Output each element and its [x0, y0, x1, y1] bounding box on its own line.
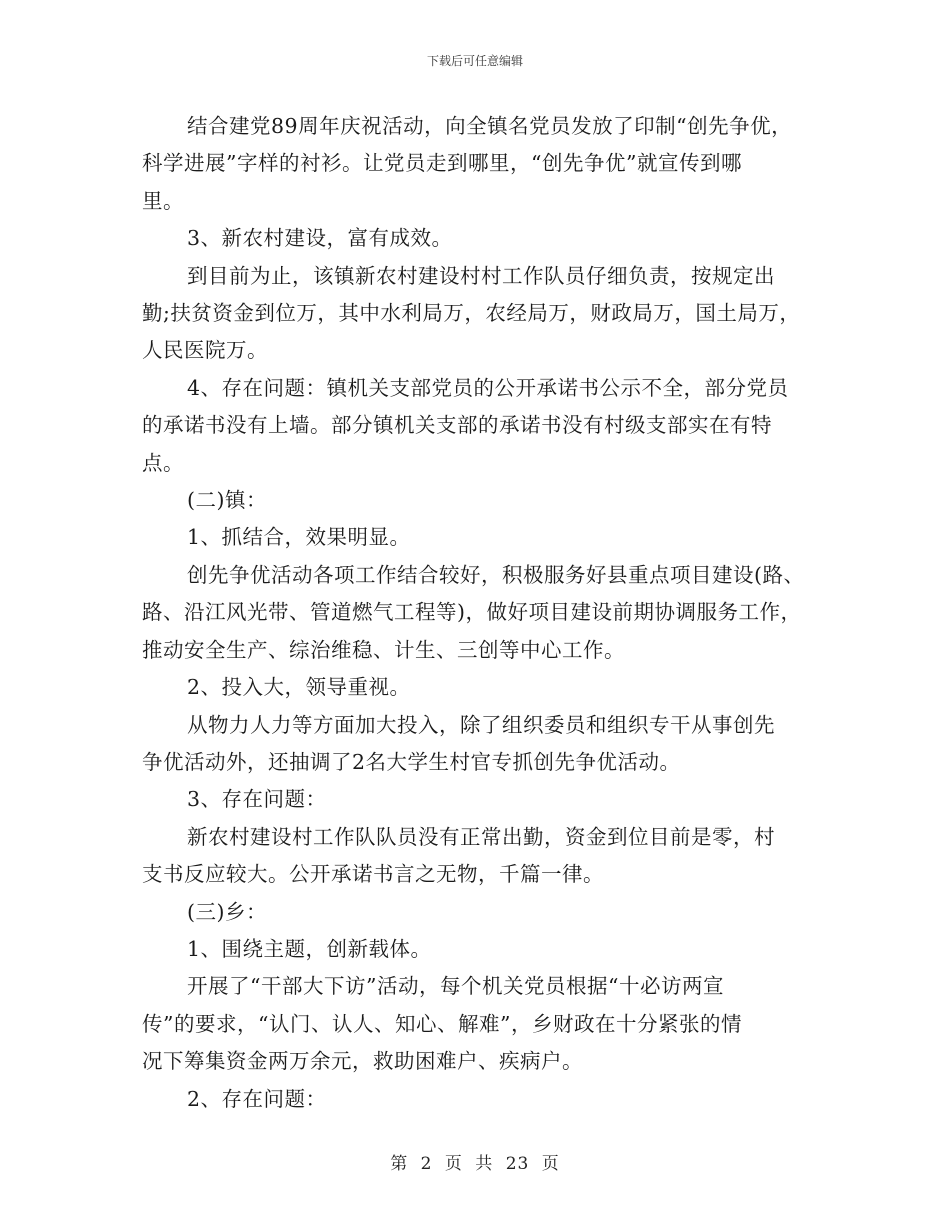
- section-heading: [142, 519, 817, 556]
- paragraph-line: 人民医院万。: [142, 338, 268, 363]
- paragraph-line: 1、抓结合，效果明显。: [187, 525, 411, 550]
- section-heading: [142, 894, 817, 931]
- paragraph-line: 从物力人力等方面加大投入，除了组织委员和组织专干从事创先: [187, 712, 775, 737]
- page-header: 下载后可任意编辑: [426, 54, 523, 68]
- page-footer: 第 2 页 共 23 页: [390, 1154, 560, 1174]
- section-heading: [142, 220, 817, 257]
- paragraph: [142, 968, 817, 1080]
- paragraph-line: (三)乡：: [187, 899, 267, 924]
- section-heading: [142, 1081, 817, 1118]
- paragraph-line: (二)镇：: [187, 488, 267, 513]
- paragraph-line: 3、存在问题：: [187, 787, 327, 812]
- paragraph: [142, 108, 817, 220]
- paragraph: [142, 557, 817, 669]
- paragraph-line: 的承诺书没有上墙。部分镇机关支部的承诺书没有村级支部实在有特: [142, 413, 772, 438]
- paragraph-line: 支书反应较大。公开承诺书言之无物，千篇一律。: [142, 862, 604, 887]
- paragraph-line: 2、存在问题：: [187, 1086, 327, 1111]
- paragraph-line: 到目前为止，该镇新农村建设村村工作队员仔细负责，按规定出: [187, 263, 775, 288]
- paragraph-line: 传”的要求，“认门、认人、知心、解难”，乡财政在十分紧张的情: [142, 1011, 742, 1036]
- paragraph-line: 结合建党89周年庆祝活动，向全镇名党员发放了印制“创先争优，: [187, 114, 793, 138]
- paragraph-line: 科学进展”字样的衬衫。让党员走到哪里，“创先争优”就宣传到哪: [142, 151, 742, 176]
- paragraph-line: 勤;扶贫资金到位万，其中水利局万，农经局万，财政局万，国土局万，: [142, 301, 801, 326]
- paragraph-line: 推动安全生产、综治维稳、计生、三创等中心工作。: [142, 637, 625, 662]
- paragraph-line: 路、沿江风光带、管道燃气工程等)，做好项目建设前期协调服务工作，: [142, 600, 802, 625]
- paragraph-line: 3、新农村建设，富有成效。: [187, 226, 453, 251]
- paragraph-line: 况下筹集资金两万余元，救助困难户、疾病户。: [142, 1049, 583, 1074]
- paragraph-line: 点。: [142, 450, 184, 475]
- paragraph-line: 开展了“干部大下访”活动，每个机关党员根据“十必访两宣: [187, 974, 724, 999]
- section-heading: [142, 482, 817, 519]
- paragraph-line: 创先争优活动各项工作结合较好，积极服务好县重点项目建设(路、: [187, 562, 805, 587]
- section-heading: [142, 931, 817, 968]
- paragraph: [142, 819, 817, 894]
- paragraph-line: 4、存在问题：镇机关支部党员的公开承诺书公示不全，部分党员: [187, 375, 789, 400]
- paragraph-line: 新农村建设村工作队队员没有正常出勤，资金到位目前是零，村: [187, 824, 775, 849]
- paragraph: [142, 707, 817, 782]
- section-heading: [142, 781, 817, 818]
- paragraph-line: 1、围绕主题，创新载体。: [187, 936, 432, 961]
- paragraph: [142, 258, 817, 370]
- paragraph: [142, 370, 817, 482]
- document-body: [142, 108, 817, 1118]
- paragraph-line: 2、投入大，领导重视。: [187, 675, 411, 700]
- section-heading: [142, 669, 817, 706]
- paragraph-line: 争优活动外，还抽调了2名大学生村官专抓创先争优活动。: [142, 749, 681, 774]
- paragraph-line: 里。: [142, 188, 184, 213]
